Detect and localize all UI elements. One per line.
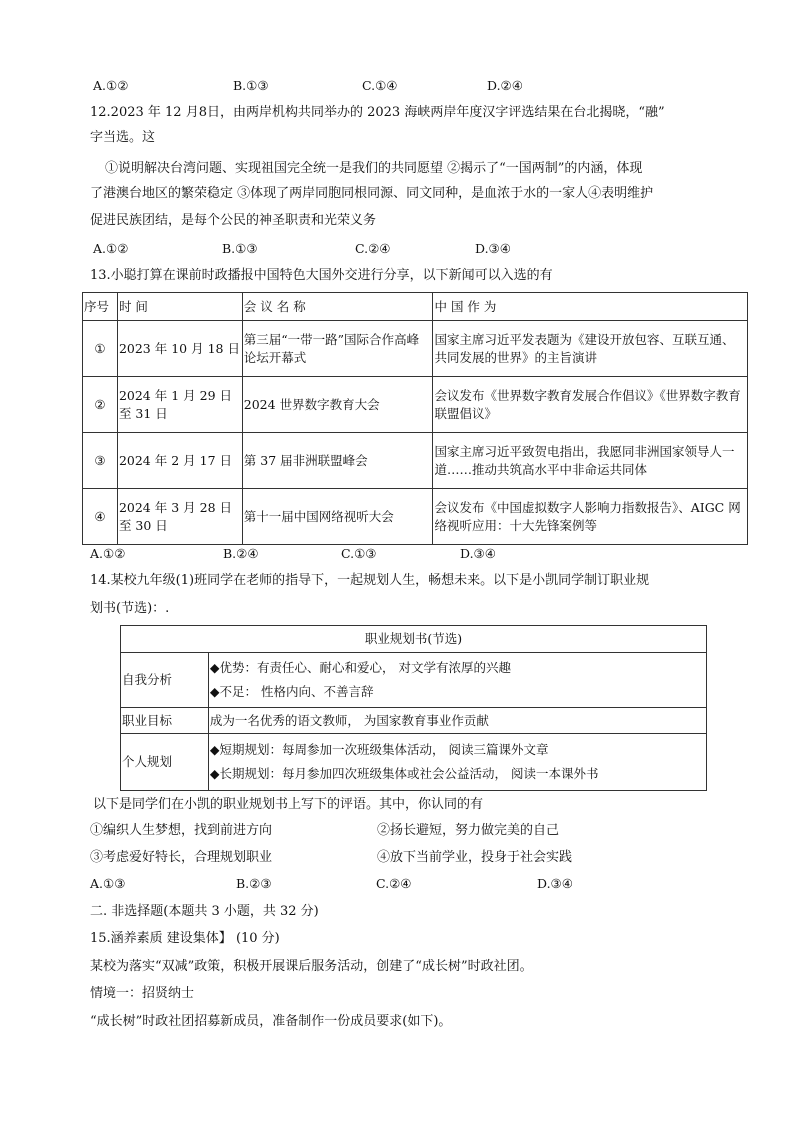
row-name: 第十一届中国网络视听大会	[242, 489, 433, 545]
q14-option-a: A.①③	[90, 876, 126, 891]
career-goal-label: 职业目标	[121, 708, 209, 734]
header-act: 中 国 作 为	[433, 293, 748, 321]
q13-option-d: D.③④	[460, 546, 496, 561]
row-name: 第三届“一带一路”国际合作高峰论坛开幕式	[242, 321, 433, 377]
q13-stem: 13.小聪打算在课前时政播报中国特色大国外交进行分享，以下新闻可以入选的有	[90, 268, 553, 283]
self-disadvantage: ◆不足： 性格内向、不善言辞	[209, 684, 374, 699]
q14-comment-2: ②扬长避短，努力做完美的自己	[377, 823, 560, 838]
row-time: 2024 年 1 月 29 日至 31 日	[117, 377, 242, 433]
plan-title: 职业规划书(节选)	[121, 626, 707, 653]
q12-option-b: B.①③	[222, 241, 258, 256]
career-goal-content: 成为一名优秀的语文教师， 为国家教育事业作贡献	[208, 708, 706, 734]
q14-option-d: D.③④	[537, 876, 573, 891]
row-act: 国家主席习近平致贺电指出，我愿同非洲国家领导人一道……推动共筑高水平中非命运共同体	[433, 433, 748, 489]
long-term-plan: ◆长期规划：每月参加四次班级集体或社会公益活动， 阅读一本课外书	[209, 766, 599, 781]
q14-comment-prompt: 以下是同学们在小凯的职业规划书上写下的评语。其中，你认同的有	[93, 797, 484, 812]
q12-choice-line2: 了港澳台地区的繁荣稳定 ③体现了两岸同胞同根同源、同文同种，是血浓于水的一家人④表明维护	[90, 186, 654, 201]
table-row	[83, 377, 748, 433]
header-name: 会 议 名 称	[242, 293, 433, 321]
q14-comment-1: ①编织人生梦想，找到前进方向	[90, 823, 273, 838]
header-time: 时 间	[117, 293, 242, 321]
q11-option-d: D.②④	[487, 78, 523, 93]
short-term-plan: ◆短期规划：每周参加一次班级集体活动， 阅读三篇课外文章	[209, 742, 549, 757]
row-act: 国家主席习近平发表题为《建设开放包容、互联互通、共同发展的世界》的主旨演讲	[433, 321, 748, 377]
q11-option-c: C.①④	[362, 78, 398, 93]
self-advantage: ◆优势：有责任心、耐心和爱心， 对文学有浓厚的兴趣	[209, 660, 511, 675]
q12-stem-line1: 12.2023 年 12 月8日，由两岸机构共同举办的 2023 海峡两岸年度汉字评选结果在台北揭晓，“融”	[90, 105, 665, 120]
q14-option-c: C.②④	[376, 876, 412, 891]
q14-comment-3: ③考虑爱好特长，合理规划职业	[90, 850, 273, 865]
row-no: ②	[83, 377, 118, 433]
header-no: 序号	[83, 293, 118, 321]
self-analysis-content	[208, 653, 706, 708]
q15-scenario-title: 情境一：招贤纳士	[90, 986, 195, 1001]
personal-plan-label: 个人规划	[121, 734, 209, 791]
self-analysis-label: 自我分析	[121, 653, 209, 708]
q12-option-a: A.①②	[93, 241, 129, 256]
q14-options	[90, 875, 610, 893]
q12-choice-line1: ①说明解决台湾问题、实现祖国完全统一是我们的共同愿望 ②揭示了“一国两制”的内涵，体现	[105, 161, 643, 176]
q14-comment-4: ④放下当前学业，投身于社会实践	[377, 850, 573, 865]
q15-scenario-text: “成长树”时政社团招募新成员，准备制作一份成员要求(如下)。	[90, 1014, 452, 1029]
row-no: ④	[83, 489, 118, 545]
row-no: ③	[83, 433, 118, 489]
row-act: 会议发布《中国虚拟数字人影响力指数报告》、AIGC 网络视听应用：十大先锋案例等	[433, 489, 748, 545]
q13-options	[90, 545, 590, 563]
row-act: 会议发布《世界数字教育发展合作倡议》《世界数字教育联盟倡议》	[433, 377, 748, 433]
table-row	[83, 489, 748, 545]
q11-option-a: A.①②	[93, 78, 129, 93]
q14-option-b: B.②③	[236, 876, 272, 891]
row-no: ①	[83, 321, 118, 377]
q13-table	[82, 292, 748, 545]
q11-option-b: B.①③	[233, 78, 269, 93]
personal-plan-content	[208, 734, 706, 791]
row-time: 2024 年 3 月 28 日至 30 日	[117, 489, 242, 545]
section2-heading: 二. 非选择题(本题共 3 小题，共 32 分)	[90, 904, 319, 919]
q12-stem-line2: 字当选。这	[90, 130, 156, 145]
q15-intro: 某校为落实“双减”政策，积极开展课后服务活动，创建了“成长树”时政社团。	[90, 959, 533, 974]
table-row	[83, 321, 748, 377]
q12-choice-line3: 促进民族团结，是每个公民的神圣职责和光荣义务	[90, 213, 377, 228]
q13-option-a: A.①②	[90, 546, 126, 561]
q11-options	[93, 77, 593, 95]
table-row	[83, 433, 748, 489]
row-name: 第 37 届非洲联盟峰会	[242, 433, 433, 489]
row-name: 2024 世界数字教育大会	[242, 377, 433, 433]
row-time: 2023 年 10 月 18 日	[117, 321, 242, 377]
q14-stem-line1: 14.某校九年级(1)班同学在老师的指导下，一起规划人生，畅想未来。以下是小凯同学制订职业规	[90, 573, 650, 588]
table-header-row	[83, 293, 748, 321]
career-plan-table	[120, 625, 707, 791]
row-time: 2024 年 2 月 17 日	[117, 433, 242, 489]
q13-option-b: B.②④	[223, 546, 259, 561]
q12-option-c: C.②④	[355, 241, 391, 256]
q13-option-c: C.①③	[341, 546, 377, 561]
q15-title: 15.涵养素质 建设集体】 (10 分)	[90, 931, 280, 946]
q14-stem-line2: 划书(节选)：.	[90, 601, 170, 616]
q12-options	[93, 240, 593, 258]
q12-option-d: D.③④	[475, 241, 511, 256]
